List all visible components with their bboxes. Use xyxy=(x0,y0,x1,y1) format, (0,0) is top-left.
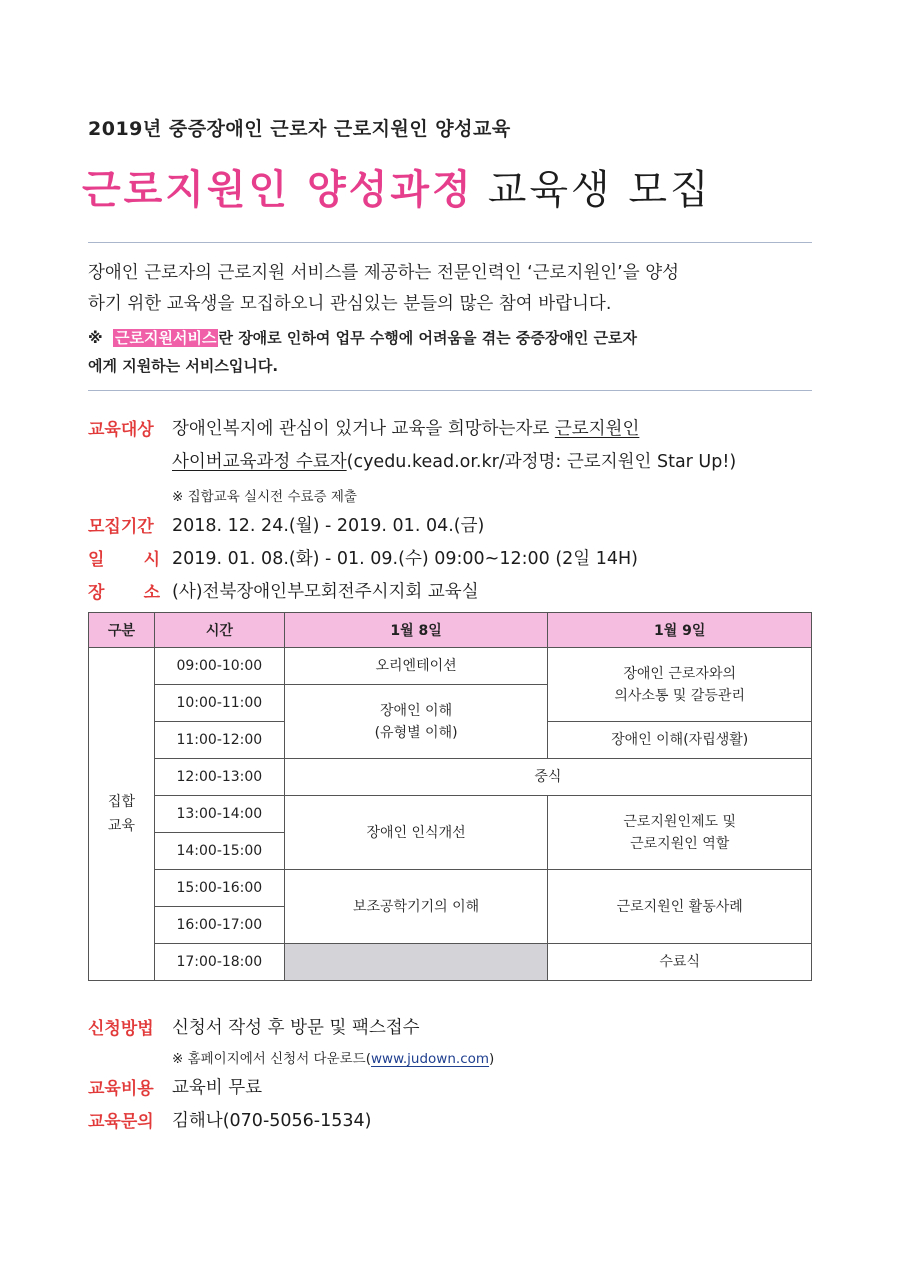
time-cell: 14:00-15:00 xyxy=(154,833,284,870)
apply-value: 신청서 작성 후 방문 및 팩스접수 xyxy=(172,1018,420,1038)
time-cell: 17:00-18:00 xyxy=(154,944,284,981)
service-note xyxy=(88,324,812,380)
table-row xyxy=(89,944,812,981)
header-category: 구분 xyxy=(89,613,155,648)
headline xyxy=(82,158,712,215)
intro-text xyxy=(88,258,812,320)
day1-understanding-line-1: 장애인 이해 xyxy=(380,702,453,719)
time-cell: 13:00-14:00 xyxy=(154,796,284,833)
target-row xyxy=(88,415,154,440)
inquiry-value: 김해나(070-5056-1534) xyxy=(172,1111,372,1131)
headline-highlight: 근로지원인 양성과정 xyxy=(82,167,474,213)
target-label: 교육대상 xyxy=(88,420,154,440)
schedule-value: 2019. 01. 08.(화) - 01. 09.(수) 09:00~12:00 (2일 14H) xyxy=(172,549,639,569)
time-cell: 11:00-12:00 xyxy=(154,722,284,759)
note-line-1-rest: 란 장애로 인하여 업무 수행에 어려움을 겪는 중증장애인 근로자 xyxy=(218,329,638,347)
divider-top xyxy=(88,242,812,243)
table-row xyxy=(89,796,812,833)
category-line-2: 교육 xyxy=(107,818,135,834)
day1-orientation: 오리엔테이션 xyxy=(284,648,548,685)
target-note: ※ 집합교육 실시전 수료증 제출 xyxy=(172,489,357,505)
category-cell xyxy=(89,648,155,981)
apply-note-pre: ※ 홈페이지에서 신청서 다운로드( xyxy=(172,1051,371,1067)
subtitle: 2019년 중증장애인 근로자 근로지원인 양성교육 xyxy=(88,118,511,140)
target-line-2-rest: (cyedu.kead.or.kr/과정명: 근로지원인 Star Up!) xyxy=(346,452,737,472)
note-mark: ※ xyxy=(88,329,103,347)
time-cell: 12:00-13:00 xyxy=(154,759,284,796)
day2-system-line-1: 근로지원인제도 및 xyxy=(623,813,737,830)
note-line-2: 에게 지원하는 서비스입니다. xyxy=(88,357,279,375)
apply-note-post: ) xyxy=(489,1051,495,1067)
time-cell: 16:00-17:00 xyxy=(154,907,284,944)
inquiry-label: 교육문의 xyxy=(88,1112,154,1132)
day1-assistive: 보조공학기기의 이해 xyxy=(284,870,548,944)
apply-note xyxy=(172,1047,494,1067)
table-row xyxy=(89,759,812,796)
period-label: 모집기간 xyxy=(88,517,154,537)
day2-communication-line-1: 장애인 근로자와의 xyxy=(623,665,737,682)
time-cell: 09:00-10:00 xyxy=(154,648,284,685)
schedule-label xyxy=(88,545,160,570)
table-row xyxy=(89,648,812,685)
period-value: 2018. 12. 24.(월) - 2019. 01. 04.(금) xyxy=(172,516,485,536)
day2-completion: 수료식 xyxy=(548,944,812,981)
schedule-label-a: 일 xyxy=(88,550,105,570)
lunch-cell: 중식 xyxy=(284,759,811,796)
day2-independent: 장애인 이해(자립생활) xyxy=(548,722,812,759)
time-cell: 10:00-11:00 xyxy=(154,685,284,722)
note-highlight: 근로지원서비스 xyxy=(115,329,217,347)
day1-understanding xyxy=(284,685,548,759)
place-label xyxy=(88,578,160,603)
header-day1: 1월 8일 xyxy=(284,613,548,648)
day2-communication-line-2: 의사소통 및 갈등관리 xyxy=(614,687,745,704)
day2-communication xyxy=(548,648,812,722)
table-header-row xyxy=(89,613,812,648)
target-line-2 xyxy=(172,448,736,473)
place-label-a: 장 xyxy=(88,583,105,603)
header-time: 시간 xyxy=(154,613,284,648)
category-line-1: 집합 xyxy=(107,794,135,810)
day1-empty-cell xyxy=(284,944,548,981)
day1-awareness: 장애인 인식개선 xyxy=(284,796,548,870)
apply-label: 신청방법 xyxy=(88,1019,154,1039)
schedule-table xyxy=(88,612,812,981)
schedule-label-b: 시 xyxy=(143,550,160,570)
download-link[interactable]: www.judown.com xyxy=(371,1051,490,1067)
intro-line-2: 하기 위한 교육생을 모집하오니 관심있는 분들의 많은 참여 바랍니다. xyxy=(88,294,612,314)
place-value: (사)전북장애인부모회전주시지회 교육실 xyxy=(172,582,479,602)
headline-rest: 교육생 모집 xyxy=(487,167,712,213)
header-day2: 1월 9일 xyxy=(548,613,812,648)
place-label-b: 소 xyxy=(143,583,160,603)
fee-value: 교육비 무료 xyxy=(172,1078,263,1098)
time-cell: 15:00-16:00 xyxy=(154,870,284,907)
target-line-1 xyxy=(172,415,639,440)
target-line-1-pre: 장애인복지에 관심이 있거나 교육을 희망하는자로 xyxy=(172,419,555,439)
divider-bottom xyxy=(88,390,812,391)
target-line-1-underlined: 근로지원인 xyxy=(554,419,640,439)
day2-system-line-2: 근로지원인 역할 xyxy=(630,835,730,852)
day2-cases: 근로지원인 활동사례 xyxy=(548,870,812,944)
intro-line-1: 장애인 근로자의 근로지원 서비스를 제공하는 전문인력인 ‘근로지원인’을 양성 xyxy=(88,263,680,283)
day1-understanding-line-2: (유형별 이해) xyxy=(374,724,458,741)
fee-label: 교육비용 xyxy=(88,1079,154,1099)
day2-system xyxy=(548,796,812,870)
target-line-2-underlined: 사이버교육과정 수료자 xyxy=(172,452,347,472)
table-row xyxy=(89,870,812,907)
